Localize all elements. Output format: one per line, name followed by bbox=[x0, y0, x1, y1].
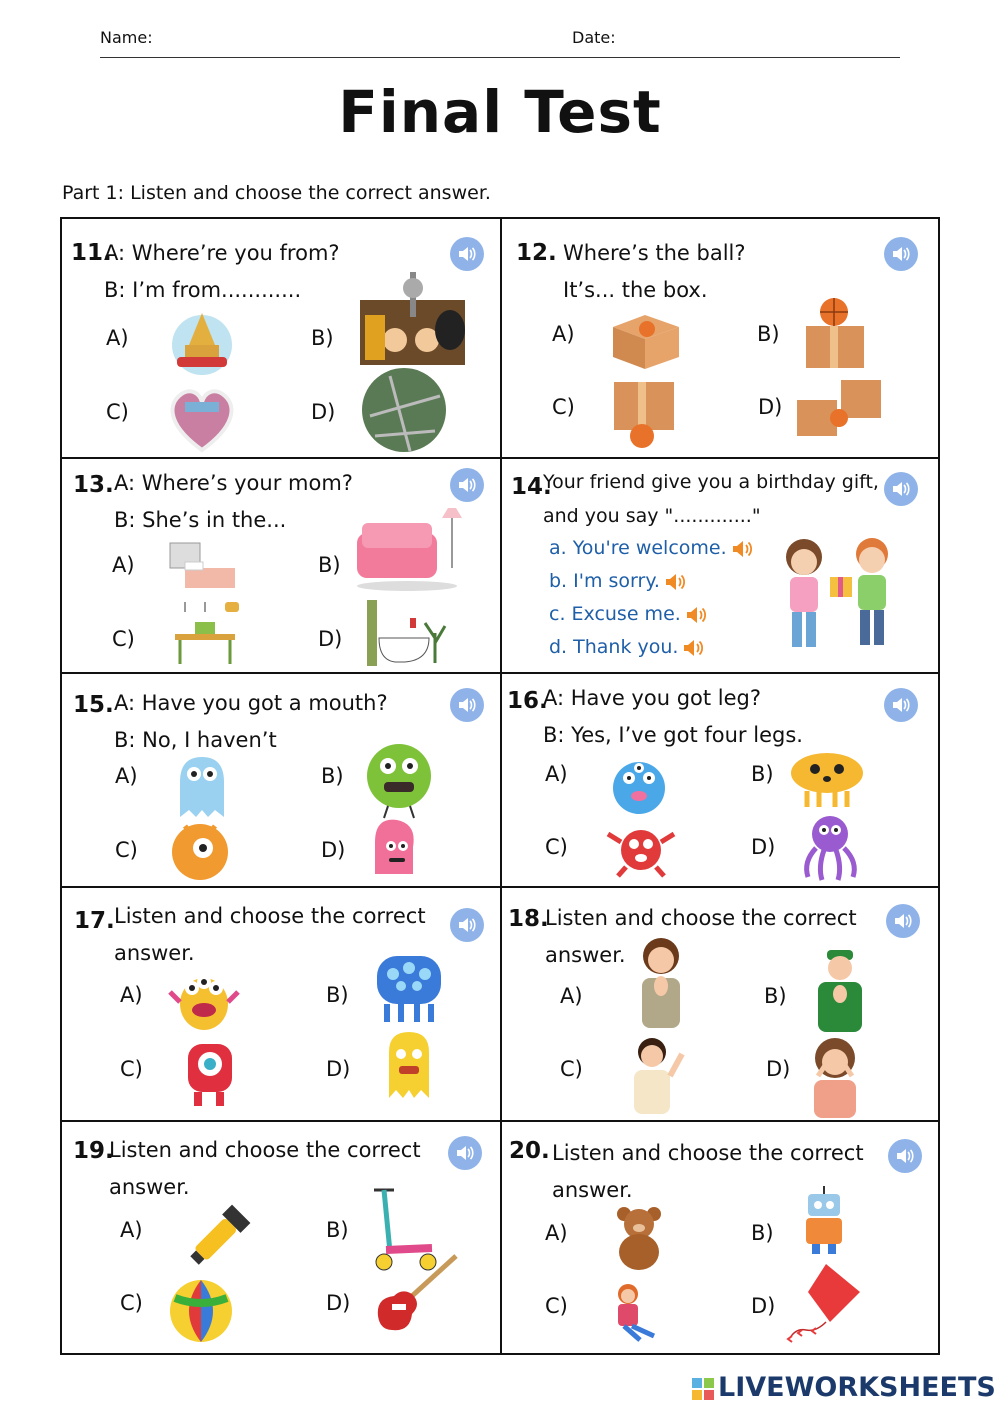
question-text: answer. bbox=[545, 943, 626, 967]
audio-play-button[interactable] bbox=[450, 908, 484, 942]
speaker-icon bbox=[457, 696, 477, 714]
option-d-label: D) bbox=[321, 838, 346, 862]
teddy-bear-image[interactable] bbox=[608, 1204, 670, 1274]
question-number: 18. bbox=[508, 906, 549, 932]
option-c-label: C) bbox=[115, 838, 138, 862]
grid-divider bbox=[60, 886, 940, 888]
question-number: 17. bbox=[74, 908, 115, 934]
yellow-tall-monster-image[interactable] bbox=[383, 1028, 435, 1108]
option-b-label: B) bbox=[764, 984, 787, 1008]
question-text: Your friend give you a birthday gift, bbox=[543, 471, 879, 493]
question-text: Where’s the ball? bbox=[563, 241, 746, 265]
man-greeting-image[interactable] bbox=[812, 948, 867, 1034]
choice-b[interactable] bbox=[549, 570, 686, 593]
question-text: A: Have you got leg? bbox=[543, 686, 762, 710]
question-text: B: I’m from............ bbox=[104, 278, 302, 302]
blue-fluffy-monster-image[interactable] bbox=[603, 750, 675, 822]
yellow-three-eyed-monster-image[interactable] bbox=[168, 962, 240, 1034]
option-c-label: C) bbox=[106, 400, 129, 424]
option-c-label: C) bbox=[545, 1294, 568, 1318]
option-b-label: B) bbox=[318, 553, 341, 577]
audio-play-button[interactable] bbox=[884, 237, 918, 271]
question-text: Listen and choose the correct bbox=[552, 1141, 864, 1165]
question-text: It’s... the box. bbox=[563, 278, 708, 302]
red-cyclops-monster-image[interactable] bbox=[182, 1036, 237, 1108]
choice-text: d. Thank you. bbox=[549, 636, 679, 658]
option-a-label: A) bbox=[545, 1221, 568, 1245]
question-text: A: Where’s your mom? bbox=[114, 471, 353, 495]
choice-c[interactable] bbox=[549, 603, 707, 626]
question-number: 11. bbox=[71, 240, 112, 266]
grid-divider bbox=[500, 217, 502, 1355]
speaker-icon[interactable] bbox=[685, 604, 707, 626]
question-number: 14. bbox=[511, 474, 552, 500]
option-c-label: C) bbox=[112, 627, 135, 651]
speaker-icon bbox=[891, 480, 911, 498]
name-label: Name: bbox=[100, 28, 153, 47]
option-d-label: D) bbox=[326, 1291, 351, 1315]
option-d-label: D) bbox=[766, 1057, 791, 1081]
option-b-label: B) bbox=[751, 1221, 774, 1245]
option-a-label: A) bbox=[560, 984, 583, 1008]
option-d-label: D) bbox=[326, 1057, 351, 1081]
kids-gift-image bbox=[772, 532, 907, 657]
pink-monster-image[interactable] bbox=[365, 812, 423, 878]
dining-room-image[interactable] bbox=[165, 602, 245, 667]
thailand-collage-image[interactable] bbox=[355, 270, 470, 368]
speaker-icon[interactable] bbox=[731, 538, 753, 560]
choice-a[interactable] bbox=[549, 537, 753, 560]
option-a-label: A) bbox=[120, 983, 143, 1007]
question-text: answer. bbox=[109, 1175, 190, 1199]
speaker-icon[interactable] bbox=[664, 571, 686, 593]
speaker-icon bbox=[895, 1147, 915, 1165]
orange-monster-image[interactable] bbox=[165, 816, 235, 882]
option-d-label: D) bbox=[758, 395, 783, 419]
yellow-jelly-monster-image[interactable] bbox=[787, 751, 867, 809]
speaker-icon[interactable] bbox=[682, 637, 704, 659]
question-text: A: Have you got a mouth? bbox=[114, 691, 388, 715]
audio-play-button[interactable] bbox=[450, 468, 484, 502]
question-text: and you say "............." bbox=[543, 505, 761, 527]
robot-image[interactable] bbox=[798, 1186, 850, 1254]
heart-photo-image[interactable] bbox=[165, 382, 240, 454]
option-a-label: A) bbox=[106, 326, 129, 350]
choice-text: b. I'm sorry. bbox=[549, 570, 660, 592]
ball-between-boxes-image[interactable] bbox=[795, 376, 885, 440]
audio-play-button[interactable] bbox=[448, 1136, 482, 1170]
question-text: B: She’s in the... bbox=[114, 508, 287, 532]
purple-octopus-image[interactable] bbox=[798, 812, 863, 882]
option-a-label: A) bbox=[545, 762, 568, 786]
ball-under-box-image[interactable] bbox=[610, 378, 680, 450]
speaker-icon bbox=[891, 696, 911, 714]
electric-guitar-image[interactable] bbox=[372, 1252, 460, 1336]
part-instruction: Part 1: Listen and choose the correct answer. bbox=[62, 182, 491, 204]
blue-five-eyed-monster-image[interactable] bbox=[373, 952, 445, 1026]
option-c-label: C) bbox=[560, 1057, 583, 1081]
option-b-label: B) bbox=[311, 326, 334, 350]
option-c-label: C) bbox=[120, 1291, 143, 1315]
option-b-label: B) bbox=[326, 983, 349, 1007]
question-number: 19. bbox=[73, 1138, 114, 1164]
page-title: Final Test bbox=[338, 78, 662, 146]
option-d-label: D) bbox=[751, 835, 776, 859]
choice-text: c. Excuse me. bbox=[549, 603, 681, 625]
option-a-label: A) bbox=[112, 553, 135, 577]
red-monster-image[interactable] bbox=[606, 822, 676, 878]
option-b-label: B) bbox=[757, 322, 780, 346]
kite-image[interactable] bbox=[786, 1262, 864, 1346]
speaker-icon bbox=[891, 245, 911, 263]
audio-play-button[interactable] bbox=[884, 472, 918, 506]
bathroom-image[interactable] bbox=[365, 598, 450, 668]
grid-divider bbox=[60, 672, 940, 674]
speaker-icon bbox=[455, 1144, 475, 1162]
option-b-label: B) bbox=[321, 764, 344, 788]
option-d-label: D) bbox=[311, 400, 336, 424]
blue-monster-no-mouth-image[interactable] bbox=[170, 752, 235, 822]
woman-pleading-image[interactable] bbox=[632, 936, 690, 1031]
speaker-icon bbox=[893, 912, 913, 930]
speaker-icon bbox=[457, 916, 477, 934]
rag-doll-image[interactable] bbox=[604, 1282, 664, 1344]
liveworksheets-brand: LIVEWORKSHEETS bbox=[718, 1372, 996, 1403]
woman-waving-image[interactable] bbox=[628, 1036, 688, 1116]
bedroom-image[interactable] bbox=[165, 538, 245, 596]
question-text: Listen and choose the correct bbox=[109, 1138, 421, 1162]
audio-play-button[interactable] bbox=[886, 904, 920, 938]
green-monster-image[interactable] bbox=[358, 738, 440, 820]
living-room-image[interactable] bbox=[352, 508, 467, 592]
option-d-label: D) bbox=[318, 627, 343, 651]
date-label: Date: bbox=[572, 28, 616, 47]
woman-surprised-image[interactable] bbox=[806, 1036, 864, 1120]
option-d-label: D) bbox=[751, 1294, 776, 1318]
question-number: 15. bbox=[73, 692, 114, 718]
question-number: 12. bbox=[516, 240, 557, 266]
speaker-icon bbox=[457, 245, 477, 263]
question-text: B: No, I haven’t bbox=[114, 728, 277, 752]
question-number: 20. bbox=[509, 1138, 550, 1164]
speaker-icon bbox=[457, 476, 477, 494]
option-a-label: A) bbox=[552, 322, 575, 346]
option-a-label: A) bbox=[115, 764, 138, 788]
option-c-label: C) bbox=[545, 835, 568, 859]
option-c-label: C) bbox=[120, 1057, 143, 1081]
audio-play-button[interactable] bbox=[450, 237, 484, 271]
option-b-label: B) bbox=[326, 1218, 349, 1242]
question-number: 13. bbox=[73, 472, 114, 498]
question-number: 16. bbox=[507, 688, 548, 714]
audio-play-button[interactable] bbox=[888, 1139, 922, 1173]
liveworksheets-logo-icon bbox=[692, 1378, 716, 1402]
option-b-label: B) bbox=[751, 762, 774, 786]
flashlight-image[interactable] bbox=[180, 1196, 260, 1274]
question-text: A: Where’re you from? bbox=[104, 241, 340, 265]
audio-play-button[interactable] bbox=[450, 688, 484, 722]
ball-in-box-image[interactable] bbox=[605, 305, 685, 373]
question-text: Listen and choose the correct bbox=[114, 904, 426, 928]
question-text: answer. bbox=[114, 941, 195, 965]
audio-play-button[interactable] bbox=[884, 688, 918, 722]
ball-on-box-image[interactable] bbox=[800, 296, 870, 371]
beach-ball-image[interactable] bbox=[167, 1278, 235, 1344]
thailand-temple-image[interactable] bbox=[165, 305, 240, 375]
choice-d[interactable] bbox=[549, 636, 704, 659]
grid-divider bbox=[60, 1120, 940, 1122]
question-text: Listen and choose the correct bbox=[545, 906, 857, 930]
option-c-label: C) bbox=[552, 395, 575, 419]
option-a-label: A) bbox=[120, 1218, 143, 1242]
choice-text: a. You're welcome. bbox=[549, 537, 727, 559]
grid-divider bbox=[60, 457, 940, 459]
question-text: answer. bbox=[552, 1178, 633, 1202]
header-rule bbox=[100, 57, 900, 58]
question-text: B: Yes, I’ve got four legs. bbox=[543, 723, 803, 747]
satellite-map-image[interactable] bbox=[360, 366, 448, 454]
